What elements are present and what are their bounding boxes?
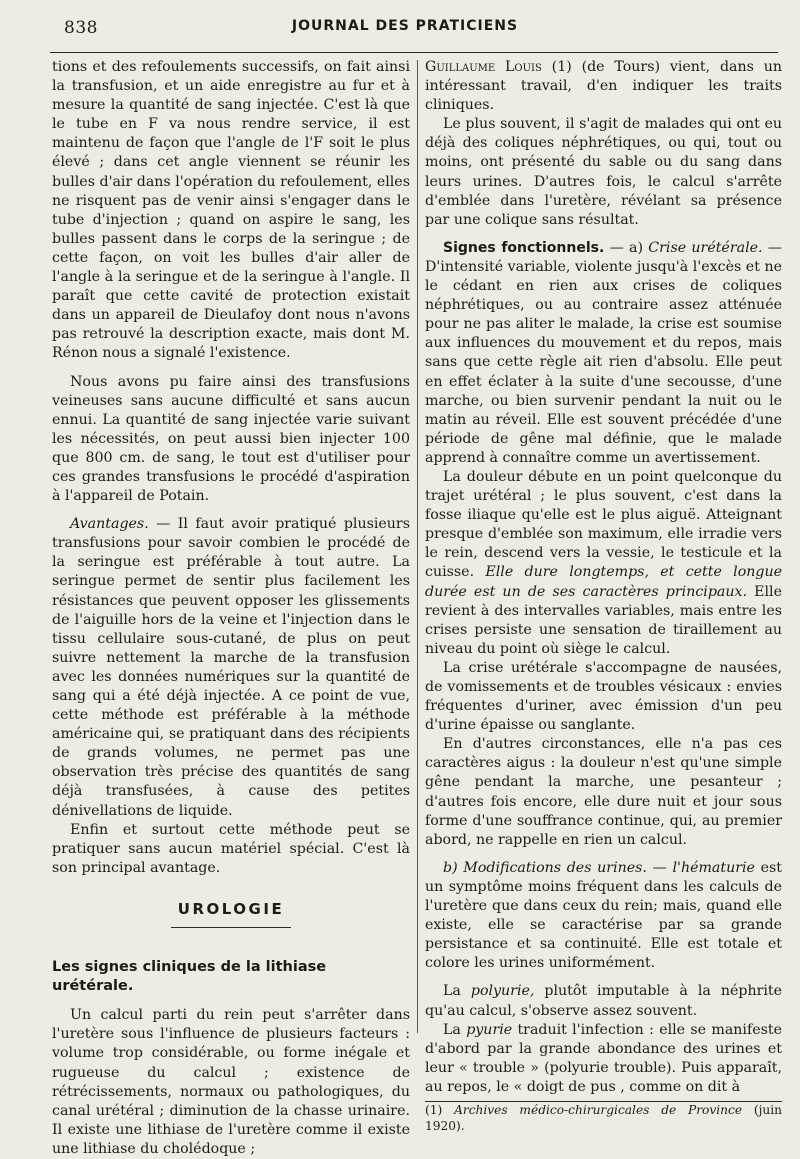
right-column: [425, 58, 782, 1134]
paragraph: [425, 468, 782, 659]
paragraph: [425, 859, 782, 974]
term: l'hématurie: [672, 859, 755, 876]
journal-title: JOURNAL DES PRATICIENS: [291, 18, 519, 34]
paragraph: Nous avons pu faire ainsi des transfusions veineuses sans aucune difficulté et sans aucun ennui. La quantité de sang injectée varie suivant les nécessités, on peut aussi bien injecter 100 que 800 cm. de sang, le tout est d'utiliser pour ces grandes transfusions le procédé d'aspiration à l'appareil de Potain.: [52, 373, 410, 505]
paragraph: [52, 515, 410, 821]
subheading-italic: Crise urétérale.: [648, 239, 763, 256]
paragraph: En d'autres circonstances, elle n'a pas ces caractères aigus : la douleur n'est qu'une simple gêne pendant la marche, une pesanteur ; d'autres fois encore, elle dure nuit et jour sous forme d'une souffrance continue, qui, au premier abord, ne rappelle en rien un calcul.: [425, 736, 782, 848]
paragraph: [425, 58, 782, 115]
column-divider: [417, 60, 418, 1033]
section-title: UROLOGIE: [177, 899, 285, 918]
footnote-mark: (1): [425, 1102, 455, 1117]
paragraph-text: (1) (de Tours) vient, dans un intéressant travail, d'en indiquer les traits cliniques.: [425, 59, 782, 114]
article-title: Les signes cliniques de la lithiase urétérale.: [52, 959, 327, 995]
paragraph: tions et des refoulements successifs, on fait ainsi la transfusion, et un aide enregistre au fur et à mesure la quantité de sang injectée. C'est là que le tube en F va nous rendre service, il est maintenu de façon que l'angle de l'F soit le plus élevé ; dans cet angle viennent se réunir les bulles d'air dans l'opération du refoulement, elles ne risquent pas de venir ainsi s'engager dans le tube d'injection ; quand on aspire le sang, les bulles passent dans le corps de la seringue ; de cette façon, on voit les bulles d'air aller de l'angle à la seringue et de la seringue à l'angle. Il paraît que cette cavité de protection existait dans un appareil de Dieulafoy dont nous n'avons pas retrouvé la description exacte, mais dont M. Rénon nous a signalé l'existence.: [52, 59, 410, 362]
paragraph: [425, 239, 782, 468]
term: polyurie,: [470, 983, 535, 1000]
paragraph-text: Elle revient à des intervalles variables, mais entre les crises persiste une sensation de tiraillement au niveau du point où siège le calcul.: [425, 583, 782, 657]
footnote-source: Archives médico-chirurgicales de Province: [454, 1102, 743, 1117]
paragraph: Enfin et surtout cette méthode peut se pratiquer sans aucun matériel spécial. C'est là son principal avantage.: [52, 821, 410, 876]
paragraph: Un calcul parti du rein peut s'arrêter dans l'uretère sous l'influence de plusieurs facteurs : volume trop considérable, ou forme inégale et rugueuse du calcul ; existence de rétrécissements, normaux ou pathologiques, du canal urétéral ; diminution de la chasse urinaire. Il existe une lithiase de l'uretère comme il existe une lithiase du cholédoque ;: [52, 1007, 410, 1157]
paragraph-dash: — a): [604, 239, 649, 256]
emphasis: Elle dure longtemps, et cette longue durée est un de ses caractères principaux.: [425, 564, 782, 600]
paragraph-dash: —: [646, 859, 673, 876]
paragraph-text: — Il faut avoir pratiqué plusieurs transfusions pour savoir combien le procédé de la seringue est préférable à tout autre. La seringue permet de sentir plus facilement les résistances que peuvent opposer les glissements de l'aiguille hors de la veine et l'injection dans le tissu cellulaire sous-cutané, de plus on peut suivre nettement la marche de la transfusion avec les données numériques sur la quantité de sang qui a été déjà injectée. A ce point de vue, cette méthode est préférable à la méthode américaine qui, se pratiquant dans des récipients de grands volumes, ne permet pas une observation très précise des quantités de sang déjà transfusées, à cause des petites dénivellations de liquide.: [52, 516, 410, 819]
paragraph: [425, 982, 782, 1020]
footnote-date: (juin 1920).: [425, 1102, 782, 1133]
paragraph-text: La: [443, 1021, 467, 1038]
paragraph-text: — D'intensité variable, violente jusqu'à l'excès et ne le cédant en rien aux crises de coliques néphrétiques, ou au contraire assez atténuée pour ne pas aliter le malade, la crise est soumise aux influences du mouvement et du repos, mais sans que cette règle ait rien d'absolu. Elle peut en effet éclater à la suite d'une secousse, d'une marche, ou bien survenir pendant la nuit ou le matin au réveil. Elle est souvent précédée d'une période de gêne mal définie, que le malade apprend à connaître comme un avertissement.: [425, 239, 782, 466]
paragraph-text: est un symptôme moins fréquent dans les calculs de l'uretère que dans ceux du rein; mais, quand elle existe, elle se caractérise par sa grande persistance et sa continuité. Elle est totale et colore les urines uniformément.: [425, 859, 782, 972]
section-title-rule: [171, 927, 291, 928]
paragraph-text: La douleur débute en un point quelconque du trajet urétéral ; le plus souvent, c'est dans la fosse iliaque qu'elle est le plus aiguë. Atteignant presque d'emblée son maximum, elle irradie vers le rein, descend vers la vessie, le testicule et la cuisse.: [425, 468, 782, 581]
paragraph: [425, 1021, 782, 1097]
subheading: Signes fonctionnels.: [443, 239, 605, 256]
paragraph-text: plutôt imputable à la néphrite qu'au calcul, s'observe assez souvent.: [425, 983, 782, 1019]
paragraph-text: La: [443, 983, 471, 1000]
paragraph: La crise urétérale s'accompagne de nausées, de vomissements et de troubles vésicaux : envies fréquentes d'uriner, avec émission d'un peu d'urine épaisse ou sanglante.: [425, 659, 782, 734]
author-name: Guillaume Louis: [425, 59, 542, 75]
left-column: [52, 58, 410, 1159]
paragraph-label: Avantages.: [70, 516, 149, 533]
subheading-italic: b) Modifications des urines.: [443, 859, 647, 876]
page-number: 838: [64, 18, 98, 38]
paragraph: Le plus souvent, il s'agit de malades qui ont eu déjà des coliques néphrétiques, ou qui, tout ou moins, ont présenté du sable ou du sang dans leurs urines. D'autres fois, le calcul s'arrête d'emblée dans l'uretère, révélant sa présence par une colique sans résultat.: [425, 116, 782, 228]
page-header: [50, 18, 760, 46]
footnote: [425, 1102, 782, 1134]
term: pyurie: [466, 1021, 513, 1038]
paragraph-text: traduit l'infection : elle se manifeste d'abord par la grande abondance des urines et leur « trouble » (polyurie trouble). Puis apparaît, au repos, le « doigt de pus , comme on dit à: [425, 1021, 782, 1095]
header-rule: [50, 52, 778, 53]
